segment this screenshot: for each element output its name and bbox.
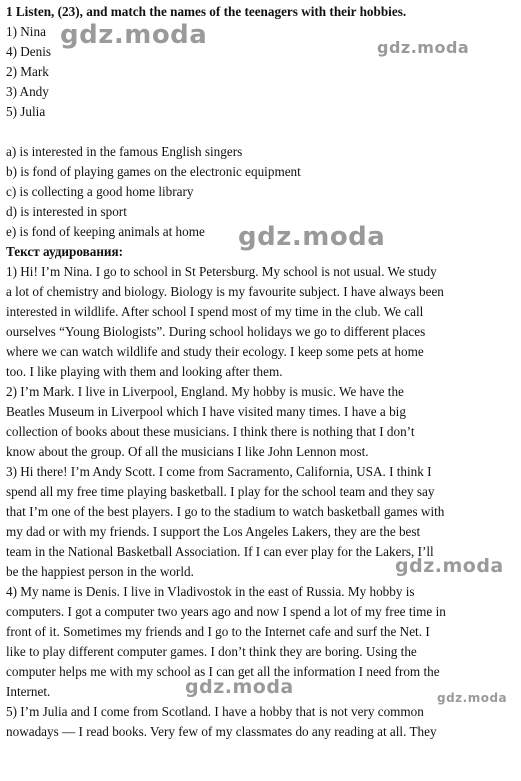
transcript-line: 1) Hi! I’m Nina. I go to school in St Petersburg. My school is not usual. We study bbox=[6, 264, 437, 279]
watermark: gdz.moda bbox=[185, 676, 294, 698]
transcript-line: know about the group. Of all the musicians I like John Lennon most. bbox=[6, 444, 369, 459]
name-item: 4) Denis bbox=[6, 44, 52, 59]
transcript-line: ourselves “Young Biologists”. During school holidays we go to different places bbox=[6, 324, 426, 339]
transcript-line: computer helps me with my school as I can get all the information I need from the bbox=[6, 664, 440, 679]
transcript-line: a lot of chemistry and biology. Biology is my favourite subject. I have always been bbox=[6, 284, 444, 299]
transcript-line: Internet. bbox=[6, 684, 51, 699]
transcript-line: computers. I got a computer two years ago and now I spend a lot of my free time in bbox=[6, 604, 446, 619]
transcript-line: 2) I’m Mark. I live in Liverpool, England. My hobby is music. We have the bbox=[6, 384, 404, 399]
transcript-line: too. I like playing with them and looking after them. bbox=[6, 364, 283, 379]
name-item: 2) Mark bbox=[6, 64, 49, 79]
transcript-line: Beatles Museum in Liverpool which I have visited many times. I have a big bbox=[6, 404, 406, 419]
watermark: gdz.moda bbox=[395, 555, 504, 577]
transcript-line: 3) Hi there! I’m Andy Scott. I come from Sacramento, California, USA. I think I bbox=[6, 464, 432, 479]
name-item: 1) Nina bbox=[6, 24, 46, 39]
transcript-heading: Текст аудирования: bbox=[6, 244, 124, 259]
transcript-line: be the happiest person in the world. bbox=[6, 564, 194, 579]
transcript-line: like to play different computer games. I don’t think they are boring. Using the bbox=[6, 644, 417, 659]
transcript-line: interested in wildlife. After school I spend most of my time in the club. We call bbox=[6, 304, 424, 319]
name-item: 5) Julia bbox=[6, 104, 46, 119]
task-title: 1 Listen, (23), and match the names of the teenagers with their hobbies. bbox=[6, 4, 407, 19]
transcript-line: spend all my free time playing basketball. I play for the school team and they say bbox=[6, 484, 435, 499]
name-item: 3) Andy bbox=[6, 84, 49, 99]
transcript-line: that I’m one of the best players. I go to the stadium to watch basketball games with bbox=[6, 504, 445, 519]
watermark: gdz.moda bbox=[437, 691, 508, 705]
hobby-item: b) is fond of playing games on the electronic equipment bbox=[6, 164, 301, 179]
hobby-item: d) is interested in sport bbox=[6, 204, 127, 219]
watermark: gdz.moda bbox=[60, 20, 208, 50]
transcript-line: collection of books about these musicians. I think there is nothing that I don’t bbox=[6, 424, 415, 439]
transcript-line: 4) My name is Denis. I live in Vladivostok in the east of Russia. My hobby is bbox=[6, 584, 415, 599]
watermark: gdz.moda bbox=[238, 222, 386, 252]
transcript-line: front of it. Sometimes my friends and I go to the Internet cafe and surf the Net. I bbox=[6, 624, 430, 639]
hobby-item: a) is interested in the famous English singers bbox=[6, 144, 243, 159]
transcript-line: nowadays — I read books. Very few of my classmates do any reading at all. They bbox=[6, 724, 437, 739]
hobby-item: e) is fond of keeping animals at home bbox=[6, 224, 205, 239]
hobby-item: c) is collecting a good home library bbox=[6, 184, 194, 199]
transcript-line: 5) I’m Julia and I come from Scotland. I have a hobby that is not very common bbox=[6, 704, 424, 719]
watermark: gdz.moda bbox=[377, 38, 470, 57]
transcript-line: team in the National Basketball Association. If I can ever play for the Lakers, I’ll bbox=[6, 544, 434, 559]
transcript-line: where we can watch wildlife and study their ecology. I keep some pets at home bbox=[6, 344, 424, 359]
transcript-line: my dad or with my friends. I support the Los Angeles Lakers, they are the best bbox=[6, 524, 421, 539]
